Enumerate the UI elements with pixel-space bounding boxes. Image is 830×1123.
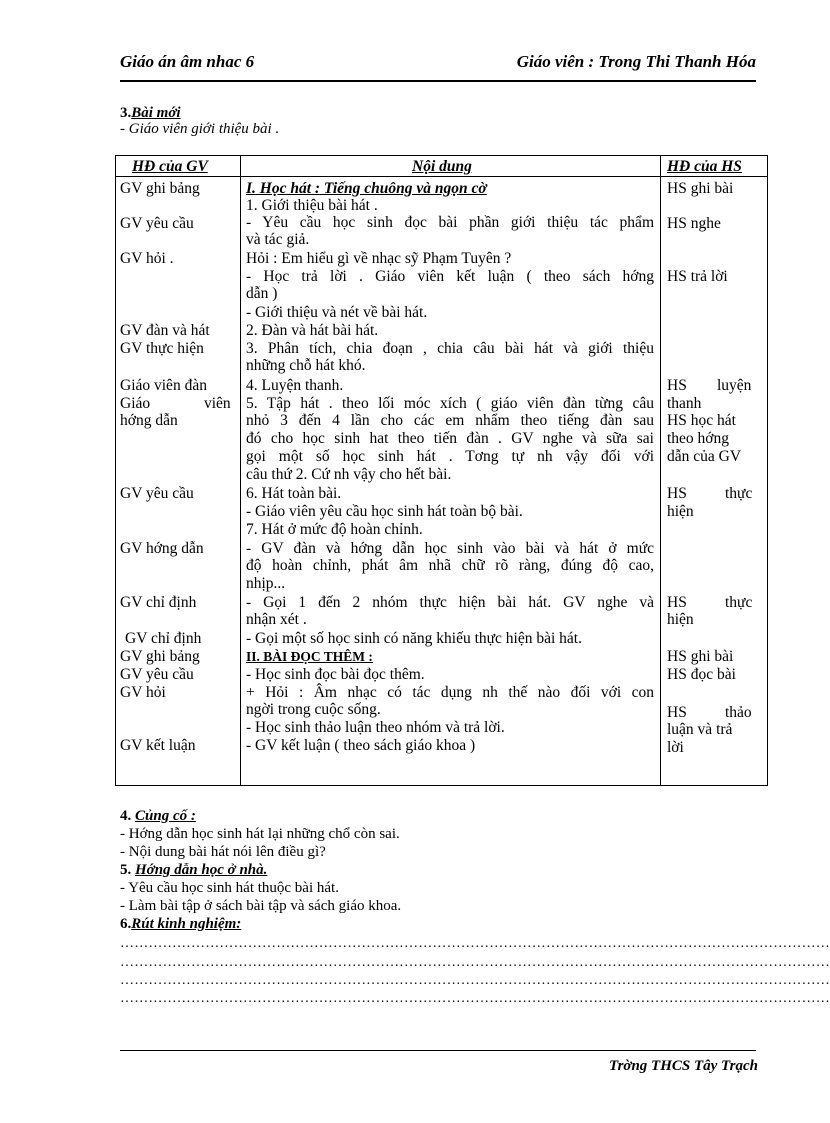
content-line: I. Học hát : Tiếng chuông và ngọn cờ (246, 180, 487, 197)
hs-cell: HS học hát (667, 412, 736, 429)
hs-cell: luyện (717, 377, 752, 394)
section5-heading (120, 862, 267, 879)
header-right: Giáo viên : Trong Thi Thanh Hóa (516, 52, 756, 71)
hs-cell: HS ghi bài (667, 648, 734, 665)
section3-title: Bài mới (131, 105, 181, 121)
section5-line: - Làm bài tập ở sách bài tập và sách giáo khoa. (120, 898, 402, 914)
hs-cell: lời (667, 739, 684, 756)
content-line: độ hoàn chỉnh, phát âm nhã chữ rõ ràng, đúng độ cao, (246, 557, 654, 574)
content-line: - Học sinh thảo luận theo nhóm và trả lời. (246, 719, 505, 736)
content-line: đó cho học sinh hat theo tiến đàn . GV nghe và sữa sai (246, 430, 654, 447)
section3-number: 3. (120, 105, 132, 121)
header-left: Giáo án âm nhac 6 (120, 52, 255, 71)
content-line: - Yêu cầu học sinh đọc bài phần giới thiệu tác phẩm (246, 214, 654, 231)
col-header-content: Nội dung (412, 158, 472, 175)
content-line: 2. Đàn và hát bài hát. (246, 322, 379, 339)
footer-rule (120, 1050, 756, 1051)
hs-cell: HS (667, 377, 687, 394)
content-line: ngời trong cuộc sống. (246, 701, 381, 718)
hs-cell: hiện (667, 611, 694, 628)
gv-cell: GV ghi bảng (120, 648, 200, 665)
notes-dotted-line: …………………………………………………………………………………………………………………………………… (120, 991, 830, 1006)
section6-heading (120, 916, 241, 933)
content-line: nhỏ 3 đến 4 lần cho các em nhẩm theo tiếng đàn sau (246, 412, 654, 429)
content-line: nhịp... (246, 575, 286, 592)
hs-cell: HS (667, 704, 687, 721)
content-line: - Giáo viên yêu cầu học sinh hát toàn bộ bài. (246, 503, 523, 520)
section4-line: - Nội dung bài hát nói lên điều gì? (120, 844, 326, 860)
section5-title: Hớng dẫn học ở nhà. (135, 862, 268, 878)
hs-cell: theo hớng (667, 430, 730, 447)
col-header-hs: HĐ của HS (667, 158, 742, 175)
gv-cell: GV hỏi . (120, 250, 174, 267)
gv-cell: Giáo (120, 395, 151, 412)
content-line: 3. Phân tích, chia đoạn , chia câu bài hát và giới thiệu (246, 340, 654, 357)
section6-number: 6. (120, 916, 132, 932)
content-line: 7. Hát ở mức độ hoàn chỉnh. (246, 521, 423, 538)
notes-dotted-line: …………………………………………………………………………………………………………………………………… (120, 936, 830, 951)
table-bottom-border (115, 785, 768, 786)
gv-cell: viên (204, 395, 231, 412)
section4-number: 4. (120, 808, 132, 824)
section4-heading (120, 808, 196, 825)
content-line: - Gọi 1 đến 2 nhóm thực hiện bài hát. GV nghe và (246, 594, 654, 611)
gv-cell: GV yêu cầu (120, 666, 194, 683)
header-rule (120, 80, 756, 82)
gv-cell: Giáo viên đàn (120, 377, 207, 394)
content-line: - Học trả lời . Giáo viên kết luận ( theo sách hớng (246, 268, 654, 285)
table-header-rule (115, 176, 768, 177)
hs-cell: luận và trả (667, 721, 733, 738)
content-line: 5. Tập hát . theo lối móc xích ( giáo viên đàn từng câu (246, 395, 654, 412)
section6-title: Rút kinh nghiệm: (131, 916, 242, 932)
gv-cell: GV yêu cầu (120, 485, 194, 502)
notes-dotted-line: …………………………………………………………………………………………………………………………………… (120, 955, 830, 970)
gv-cell: GV thực hiện (120, 340, 204, 357)
content-line: - GV kết luận ( theo sách giáo khoa ) (246, 737, 476, 754)
table-col-divider-1 (240, 155, 241, 786)
hs-cell: dẫn của GV (667, 448, 742, 465)
content-line: Hỏi : Em hiểu gì về nhạc sỹ Phạm Tuyên ? (246, 250, 512, 267)
content-line: - GV đàn và hớng dẫn học sinh vào bài và hát ở mức (246, 540, 654, 557)
hs-cell: HS (667, 485, 687, 502)
content-line: 4. Luyện thanh. (246, 377, 344, 394)
content-line: nhận xét . (246, 611, 307, 628)
section3-heading (120, 105, 181, 122)
gv-cell: GV chỉ định (125, 630, 202, 647)
hs-cell: HS đọc bài (667, 666, 736, 683)
col-header-gv: HĐ của GV (132, 158, 208, 175)
section4-title: Củng cố : (135, 808, 196, 824)
hs-cell: HS ghi bài (667, 180, 734, 197)
content-line: gọi một số học sinh hát . Tơng tự nh vậy đối với (246, 448, 654, 465)
hs-cell: HS trả lời (667, 268, 728, 285)
hs-cell: hiện (667, 503, 694, 520)
hs-cell: thanh (667, 395, 702, 412)
gv-cell: GV chỉ định (120, 594, 197, 611)
content-line: 1. Giới thiệu bài hát . (246, 197, 378, 214)
gv-cell: GV hớng dẫn (120, 540, 204, 557)
hs-cell: thực (725, 485, 753, 502)
hs-cell: HS nghe (667, 215, 721, 232)
hs-cell: HS (667, 594, 687, 611)
gv-cell: GV kết luận (120, 737, 196, 754)
content-line: và tác giả. (246, 231, 310, 248)
section5-line: - Yêu cầu học sinh hát thuộc bài hát. (120, 880, 339, 896)
content-line: những chỗ hát khó. (246, 357, 366, 374)
notes-dotted-line: …………………………………………………………………………………………………………………………………… (120, 973, 830, 988)
table-right-border (767, 155, 768, 786)
table-left-border (115, 155, 116, 786)
gv-cell: GV hỏi (120, 684, 166, 701)
content-line: dẫn ) (246, 285, 278, 302)
gv-cell: GV yêu cầu (120, 215, 194, 232)
table-top-border (115, 155, 768, 156)
gv-cell: GV ghi bảng (120, 180, 200, 197)
content-line: câu thứ 2. Cứ nh vậy cho hết bài. (246, 466, 452, 483)
content-line: - Giới thiệu và nét về bài hát. (246, 304, 428, 321)
section5-number: 5. (120, 862, 132, 878)
table-col-divider-2 (660, 155, 661, 786)
section4-line: - Hớng dẫn học sinh hát lại những chổ còn sai. (120, 826, 400, 842)
content-line: II. BÀI ĐỌC THÊM : (246, 649, 373, 664)
content-line: - Học sinh đọc bài đọc thêm. (246, 666, 425, 683)
content-line: + Hỏi : Âm nhạc có tác dụng nh thế nào đối với con (246, 684, 654, 701)
gv-cell: hớng dẫn (120, 412, 178, 429)
content-line: 6. Hát toàn bài. (246, 485, 342, 502)
hs-cell: thảo (725, 704, 752, 721)
footer-school: Trờng THCS Tây Trạch (608, 1058, 758, 1074)
section3-intro: - Giáo viên giới thiệu bài . (120, 121, 280, 137)
gv-cell: GV đàn và hát (120, 322, 210, 339)
hs-cell: thực (725, 594, 753, 611)
content-line: - Gọi một số học sinh có năng khiếu thực hiện bài hát. (246, 630, 582, 647)
